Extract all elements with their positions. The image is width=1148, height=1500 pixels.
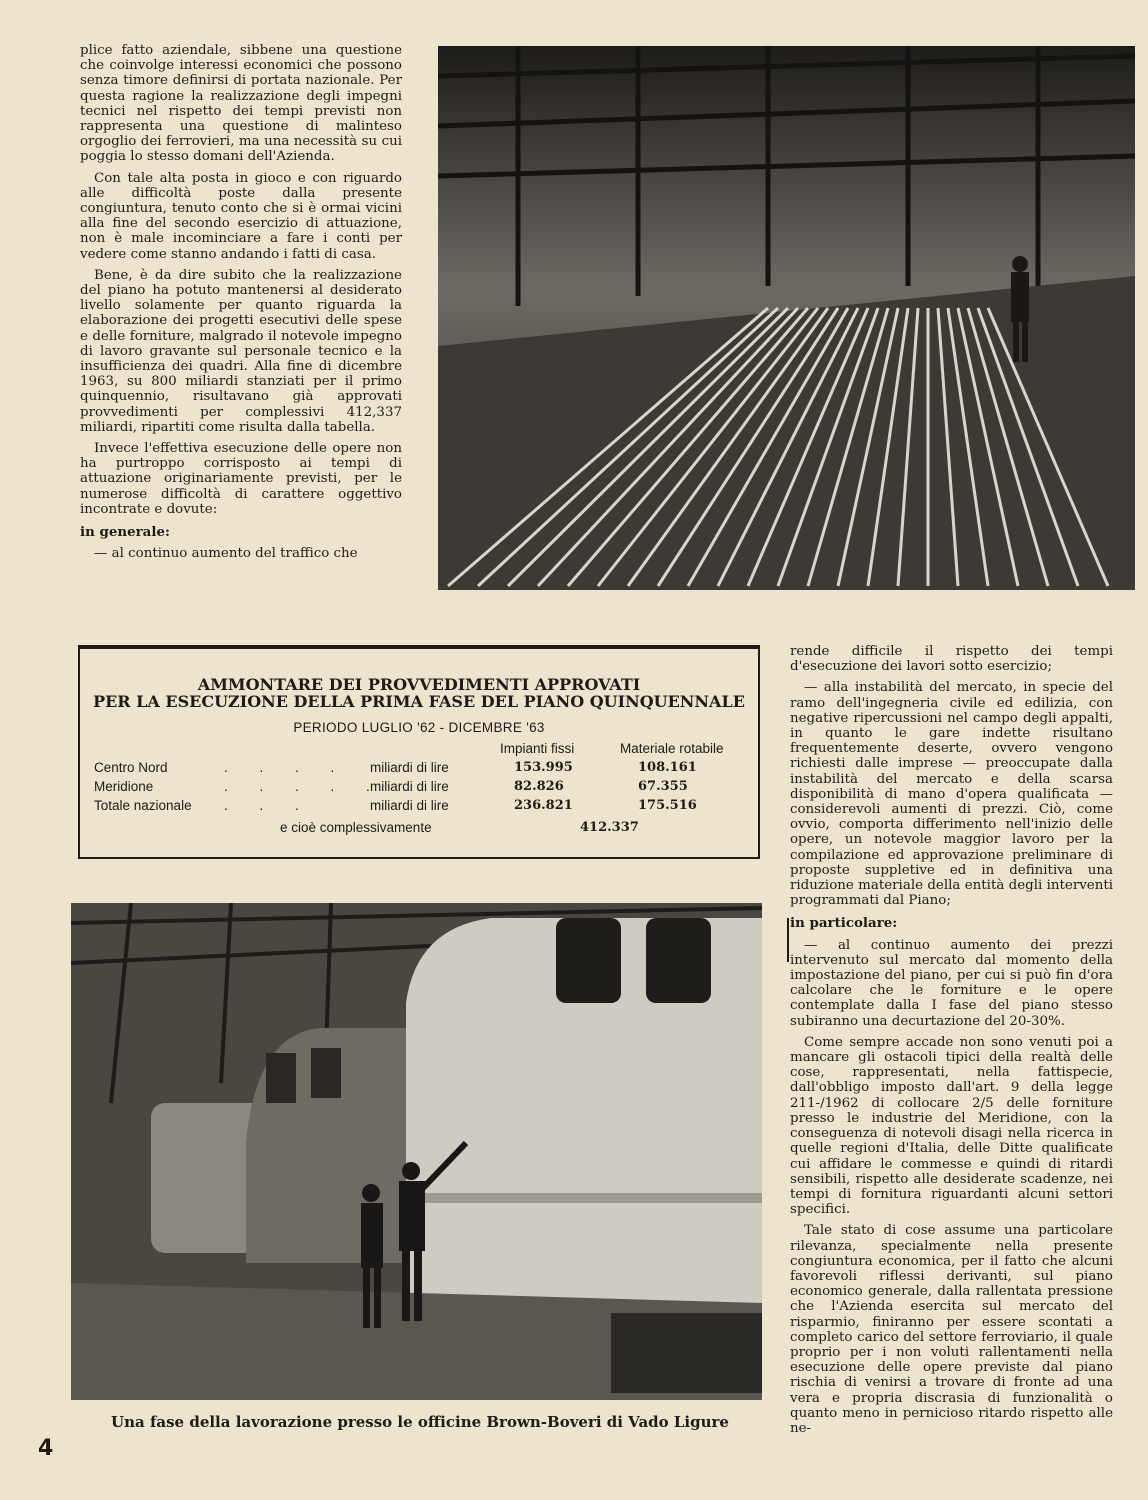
row-unit: miliardi di lire bbox=[370, 760, 449, 775]
row-value-fixed: 82.826 bbox=[514, 779, 564, 794]
rail-yard-illustration bbox=[438, 46, 1135, 590]
column-header-rolling-stock: Materiale rotabile bbox=[620, 741, 724, 756]
row-label: Meridione bbox=[94, 779, 154, 794]
row-label: Totale nazionale bbox=[94, 798, 192, 813]
table-title-line-1: AMMONTARE DEI PROVVEDIMENTI APPROVATI bbox=[197, 675, 641, 694]
row-value-rolling: 175.516 bbox=[638, 798, 697, 813]
paragraph: — alla instabilità del mercato, in specie del ramo dell'ingegneria civile ed edilizia, con negative ripercussioni nel campo degli appalti, in quanto le gare indette risultano frequentemente deserte, ovvero vengono richiesti dalle imprese — preoccupate dalla instabilità del mercato e della scarsa disponibilità di mano d'opera qualificata — considerevoli aumenti di prezzi. Ciò, come ovvio, comporta differimento nell'inizio delle opere, un notevole maggior lavoro per la compilazione ed approvazione preliminare di proposte suppletive ed in definitiva una riduzione materiale della entità degli interventi programmati dal Piano; bbox=[790, 680, 1113, 909]
article-column-right bbox=[790, 644, 1113, 1442]
row-value-fixed: 236.821 bbox=[514, 798, 573, 813]
paragraph: — al continuo aumento del traffico che bbox=[94, 546, 358, 562]
row-dots: . . . . bbox=[224, 760, 349, 775]
paragraph: Come sempre accade non sono venuti poi a mancare gli ostacoli tipici della realtà delle cose, rappresentati, nella fattispecie, dall'obbligo imposto dall'art. 9 della legge 211-/1962 di collocare 2/5 delle forniture presso le industrie del Meridione, con la conseguenza di notevoli disagi nella ricerca in quelle regioni d'Italia, delle Ditte qualificate cui affidare le commesse e quindi di ritardi sensibili, rispetto alle desiderate scadenze, nei tempi di fornitura riguardanti alcuni settori specifici. bbox=[790, 1034, 1113, 1218]
article-column-left bbox=[80, 43, 402, 568]
section-heading: in particolare: bbox=[790, 915, 898, 932]
provisions-table bbox=[78, 645, 760, 859]
table-title-line-2: PER LA ESECUZIONE DELLA PRIMA FASE DEL PIANO QUINQUENNALE bbox=[93, 692, 745, 711]
paragraph: Con tale alta posta in gioco e con riguardo alle difficoltà poste dalla presente congiuntura, tenuto conto che si è ormai vicini alla fine del secondo esercizio di attuazione, non è male incominciare a fare i conti per vedere come stanno andando i fatti di casa. bbox=[80, 170, 402, 262]
section-heading: in generale: bbox=[80, 524, 170, 541]
paragraph: Invece l'effettiva esecuzione delle opere non ha purtroppo corrisposto ai tempi di attuazione originariamente previsti, per le numerose difficoltà di carattere oggettivo incontrate e dovute: bbox=[80, 441, 402, 517]
row-label: Centro Nord bbox=[94, 760, 168, 775]
row-value-rolling: 67.355 bbox=[638, 779, 688, 794]
photo-caption: Una fase della lavorazione presso le officine Brown-Boveri di Vado Ligure bbox=[111, 1413, 729, 1431]
paragraph: plice fatto aziendale, sibbene una questione che coinvolge interessi economici che possono senza timore definirsi di portata nazionale. Per questa ragione la realizzazione degli impegni tecnici nel rispetto dei tempi previsti non rappresenta una questione di malinteso orgoglio dei ferrovieri, ma una necessità su cui poggia lo stesso domani dell'Azienda. bbox=[80, 43, 402, 165]
table-title bbox=[80, 676, 758, 710]
paragraph: — al continuo aumento dei prezzi intervenuto sul mercato dal momento della impostazione del piano, per cui si può fin d'ora calcolare che le forniture e le opere contemplate dalla I fase del piano stesso subiranno una decurtazione del 20-30%. bbox=[790, 937, 1113, 1029]
locomotive-illustration bbox=[71, 903, 762, 1400]
row-dots: . . . . . bbox=[224, 779, 384, 794]
row-unit: miliardi di lire bbox=[370, 798, 449, 813]
row-value-fixed: 153.995 bbox=[514, 760, 573, 775]
margin-rule bbox=[787, 918, 789, 962]
column-header-fixed-plant: Impianti fissi bbox=[500, 741, 575, 756]
rail-yard-photo bbox=[438, 46, 1135, 590]
page-number: 4 bbox=[38, 1436, 54, 1461]
paragraph: Tale stato di cose assume una particolare rilevanza, specialmente nella presente congiuntura economica, per il fatto che alcuni favorevoli riflessi derivanti, sul piano economico generale, dalla rallentata pressione che l'Azienda esercita sul mercato del risparmio, finiranno per essere scontati a completo carico del settore ferroviario, il quale proprio per i non voluti rallentamenti nella esecuzione delle opere previste dal piano rischia di venirsi a trovare di fronte ad una vera e propria discrasia di funzionalità o quanto meno in pernicioso ritardo rispetto alle ne- bbox=[790, 1223, 1113, 1436]
paragraph: rende difficile il rispetto dei tempi d'esecuzione dei lavori sotto esercizio; bbox=[790, 644, 1113, 675]
total-label: e cioè complessivamente bbox=[280, 820, 432, 835]
total-value: 412.337 bbox=[580, 820, 639, 835]
row-unit: miliardi di lire bbox=[370, 779, 449, 794]
paragraph: Bene, è da dire subito che la realizzazione del piano ha potuto mantenersi al desiderato livello solamente per quanto riguarda la elaborazione dei progetti esecutivi delle spese e delle forniture, malgrado il notevole impegno di lavoro gravante sul personale tecnico e la insufficienza dei quadri. Alla fine di dicembre 1963, su 800 miliardi stanziati per il primo quinquennio, risultavano già approvati provvedimenti per complessivi 412,337 miliardi, ripartiti come risulta dalla tabella. bbox=[80, 267, 402, 435]
table-period: PERIODO LUGLIO '62 - DICEMBRE '63 bbox=[293, 720, 545, 735]
row-value-rolling: 108.161 bbox=[638, 760, 697, 775]
locomotive-workshop-photo bbox=[71, 903, 762, 1400]
row-dots: . . . bbox=[224, 798, 313, 813]
